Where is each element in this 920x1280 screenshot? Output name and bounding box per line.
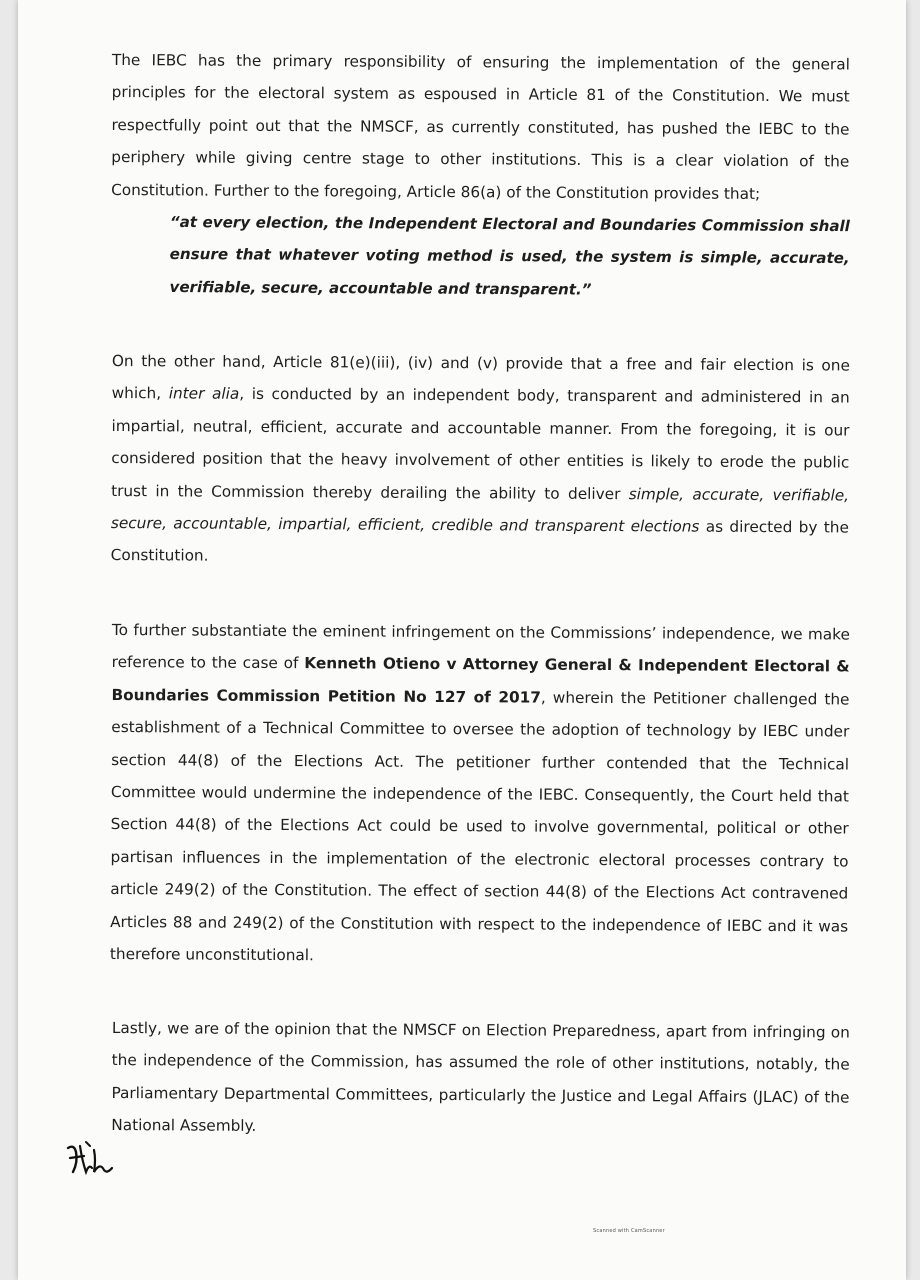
paragraph-gap xyxy=(112,572,850,614)
paragraph-case-reference xyxy=(110,614,850,975)
paragraph-text: To further substantiate the eminent infringement on the Commissions’ independence, we make reference to the case of xyxy=(111,621,850,673)
paragraph-conclusion: Lastly, we are of the opinion that the NMSCF on Election Preparedness, apart from infringing on the independence of the Commission, has assumed the role of other institutions, notably, the Parliamentary Departmental Committees, particularly the Justice and Legal Affairs (JLAC) of the National Assembly. xyxy=(111,1018,850,1135)
article-86a-quote: “at every election, the Independent Electoral and Boundaries Commission shall ensure that whatever voting method is used, the system is simple, accurate, verifiable, secure, accountable and transparent.” xyxy=(169,213,850,299)
paragraph-text: , is conducted by an independent body, transparent and administered in an impartial, neutral, efficient, accurate and accountable manner. From the foregoing, it is our considered position that the heavy involvement of other entities is likely to erode the public trust in the Commission thereby derailing the ability to deliver xyxy=(111,385,850,504)
document-body xyxy=(109,44,850,1141)
paragraph-article-81 xyxy=(111,345,850,576)
paragraph-iebc-responsibility: The IEBC has the primary responsibility of ensuring the implementation of the general principles for the electoral system as espoused in Article 81 of the Constitution. We must respectfully point out that the NMSCF, as currently constituted, has pushed the IEBC to the periphery while giving centre stage to other institutions. This is a clear violation of the Constitution. Further to the foregoing, Article 86(a) of the Constitution provides that; xyxy=(111,50,850,203)
paragraph-text: as directed by the Constitution. xyxy=(110,517,849,566)
paragraph-text: , wherein the Petitioner challenged the establishment of a Technical Committee to oversee the adoption of technology by IEBC under section 44(8) of the Elections Act. The petitioner further contended that the Technical Committee would undermine the independence of the IEBC. Consequently, the Court held that Section 44(8) of the Elections Act could be used to involve governmental, political or other partisan influences in the implementation of the electronic electoral processes contrary to article 249(2) of the Constitution. The effect of section 44(8) of the Elections Act contravened Articles 88 and 249(2) of the Constitution with respect to the independence of IEBC and it was therefore unconstitutional. xyxy=(109,688,850,965)
italic-phrase: inter alia xyxy=(168,385,240,404)
scanner-watermark: Scanned with CamScanner xyxy=(593,1228,665,1234)
paragraph-gap xyxy=(112,303,850,345)
paragraph-gap xyxy=(112,971,850,1012)
case-citation: Kenneth Otieno v Attorney General & Independent Electoral & Boundaries Commission Petition No 127 of 2017 xyxy=(111,654,850,707)
italic-phrase: simple, accurate, verifiable, secure, accountable, impartial, efficient, credible and transparent elections xyxy=(110,485,850,536)
paragraph-text: On the other hand, Article 81(e)(iii), (iv) and (v) provide that a free and fair election is one which, xyxy=(111,352,850,404)
document-page xyxy=(18,0,906,1280)
handwritten-initials xyxy=(64,1138,116,1184)
